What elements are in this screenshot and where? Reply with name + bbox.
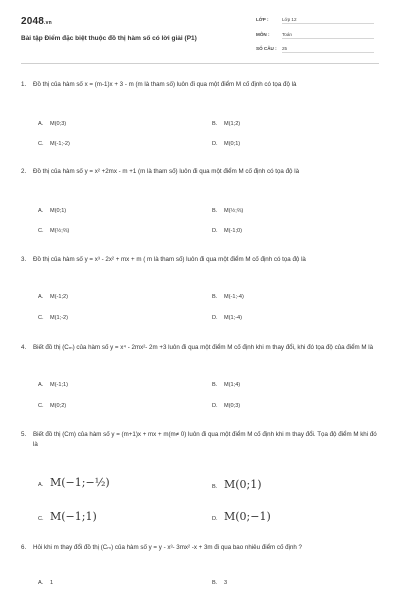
header-divider (21, 63, 379, 64)
question-text: Biết đồ thị (Cm) của hàm số y = (m+1)x + mx + m(m≠ 0) luôn đi qua một điểm M cố định khi m thay đổi. Tọa độ điểm M khi đó là (33, 431, 377, 448)
question-text: Đồ thị của hàm số x = (m-1)x + 3 - m (m là tham số) luôn đi qua một điểm M cố định có tọa độ là (33, 81, 297, 88)
meta-subject: MÔN : Toán (256, 32, 374, 39)
option-d: D. M(-1;0) (212, 228, 243, 234)
option-b: B. M(-1;-4) (212, 294, 244, 300)
option-a: A. M(−1;−½) (38, 476, 110, 489)
option-d: D. M(0;3) (212, 403, 241, 409)
document-header (0, 0, 400, 60)
option-b: B. M(½;⅔) (212, 208, 244, 214)
option-d: D. M(1;-4) (212, 315, 243, 321)
brand-logo: 2048.vn (21, 16, 52, 27)
option-c: C. M(½;⅔) (38, 228, 70, 234)
option-a: A. M(0;1) (38, 208, 67, 214)
question-text: Hỏi khi m thay đổi đồ thị (Cₘ) của hàm số y = y - x³- 3mx² -x + 3m đi qua bao nhiêu điểm cố định ? (33, 544, 303, 551)
option-b: B. M(1;4) (212, 382, 241, 388)
option-d: D. M(0;−1) (212, 510, 271, 523)
question-text: Đồ thị của hàm số y = x² +2mx - m +1 (m là tham số) luôn đi qua một điểm M cố định có tọa độ là (33, 168, 300, 175)
option-c: C. M(−1;1) (38, 510, 97, 523)
option-c: C. M(-1;-2) (38, 141, 70, 147)
meta-grade: LỚP : Lớp 12 (256, 17, 374, 24)
option-a: A. 1 (38, 580, 54, 586)
meta-count: SỐ CÂU : 25 (256, 46, 374, 53)
option-a: A. M(-1;2) (38, 294, 69, 300)
option-d: D. M(0;1) (212, 141, 241, 147)
option-a: A. M(-1;1) (38, 382, 69, 388)
option-b: B. M(0;1) (212, 478, 262, 491)
option-c: C. M(1;-2) (38, 315, 69, 321)
option-a: A. M(0;3) (38, 121, 67, 127)
option-b: B. M(1;2) (212, 121, 241, 127)
question-text: Đồ thị của hàm số y = x³ - 2x² + mx + m ( m là tham số) luôn đi qua một điểm M cố định có tọa độ là (33, 256, 306, 263)
document-title: Bài tập Điểm đặc biệt thuộc đồ thị hàm số có lời giải (P1) (21, 35, 197, 42)
question-text: Biết đồ thị (Cₘ) của hàm số y = x⁴ - 2mx²- 2m +3 luôn đi qua một điểm M cố định khi m thay đổi, khi đó tọa độ của điểm M là (33, 344, 374, 351)
option-b: B. 3 (212, 580, 228, 586)
option-c: C. M(0;2) (38, 403, 67, 409)
